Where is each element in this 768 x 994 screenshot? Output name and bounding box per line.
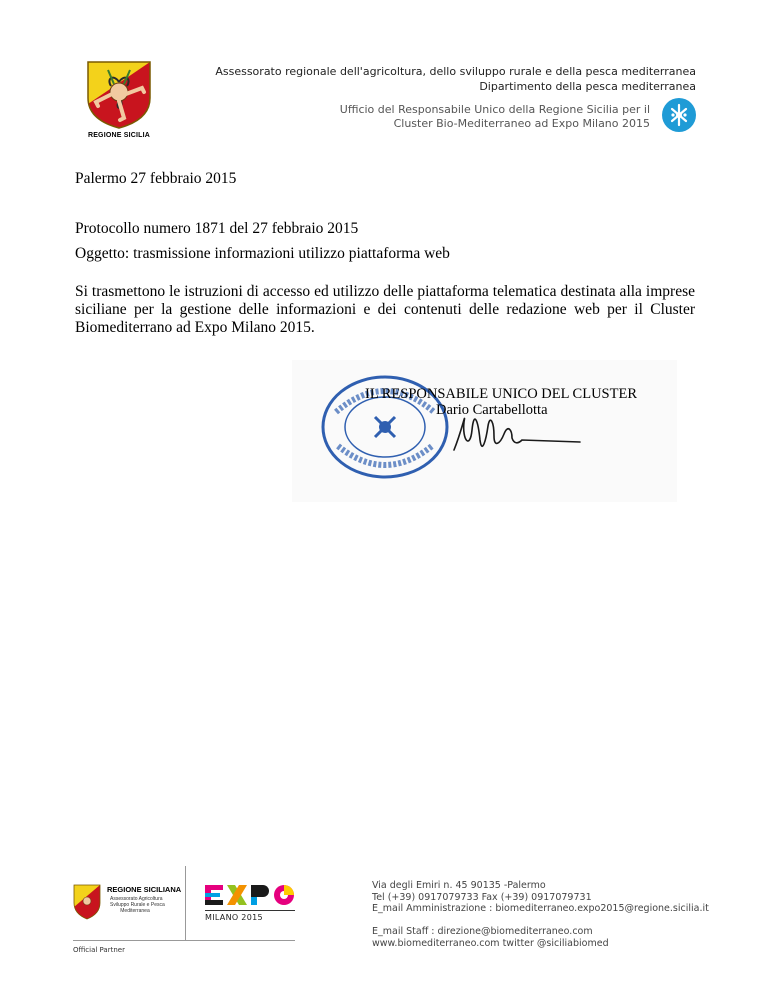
footer-regione-sub-1: Assessorato Agricoltura	[110, 896, 163, 902]
letter-date: Palermo 27 febbraio 2015	[75, 170, 237, 187]
department-line-1: Assessorato regionale dell'agricoltura, dello sviluppo rurale e della pesca mediterranea	[215, 65, 696, 78]
logo-caption: REGIONE SICILIA	[87, 132, 151, 139]
footer-regione-sub-3: Mediterranea	[120, 908, 150, 914]
regione-siciliana-footer-logo-icon	[72, 883, 102, 921]
footer-regione-sub-2: Sviluppo Rurale e Pesca	[110, 902, 165, 908]
footer-divider-vertical	[185, 866, 186, 940]
footer-address-line-1: Via degli Emiri n. 45 90135 -Palermo	[372, 880, 546, 891]
footer-contacts-block	[372, 926, 609, 949]
expo-underline	[205, 910, 295, 911]
letter-subject: Oggetto: trasmissione informazioni utilizzo piattaforma web	[75, 245, 450, 262]
office-heading	[340, 103, 650, 131]
footer-address-line-2: Tel (+39) 0917079733 Fax (+39) 0917079731	[372, 891, 592, 903]
footer-address-line-3: E_mail Amministrazione : biomediterraneo.expo2015@regione.sicilia.it	[372, 903, 709, 914]
office-line-1: Ufficio del Responsabile Unico della Regione Sicilia per il	[339, 103, 650, 116]
protocol-number: Protocollo numero 1871 del 27 febbraio 2015	[75, 220, 359, 237]
footer-address-block	[372, 880, 709, 915]
footer-contact-line-2: www.biomediterraneo.com twitter @siciliabiomed	[372, 937, 609, 949]
footer-regione-subtitle	[110, 896, 165, 914]
footer-regione-label: REGIONE SICILIANA	[107, 885, 182, 894]
cluster-biomed-icon	[662, 98, 696, 132]
trinacria-shield-icon	[84, 58, 154, 130]
signatory-title: IL RESPONSABILE UNICO DEL CLUSTER	[365, 386, 638, 402]
department-line-2: Dipartimento della pesca mediterranea	[479, 80, 696, 93]
expo-milano-logo-icon	[205, 884, 295, 906]
letter-body: Si trasmettono le istruzioni di accesso ed utilizzo delle piattaforma telematica destinata alla imprese siciliane per la gestione delle informazioni e dei contenuti delle redazione web per il Cluster Biomediterrano ad Expo Milano 2015.	[75, 283, 695, 336]
expo-city-label: MILANO 2015	[205, 913, 263, 922]
signatory-name: Dario Cartabellotta	[436, 402, 548, 418]
official-partner-label: Official Partner	[73, 946, 125, 954]
footer-divider-horizontal	[73, 940, 295, 941]
regione-sicilia-logo	[84, 58, 164, 139]
department-heading	[215, 64, 696, 94]
footer-contact-line-1: E_mail Staff : direzione@biomediterraneo.com	[372, 926, 593, 937]
office-line-2: Cluster Bio-Mediterraneo ad Expo Milano 2015	[393, 117, 650, 130]
